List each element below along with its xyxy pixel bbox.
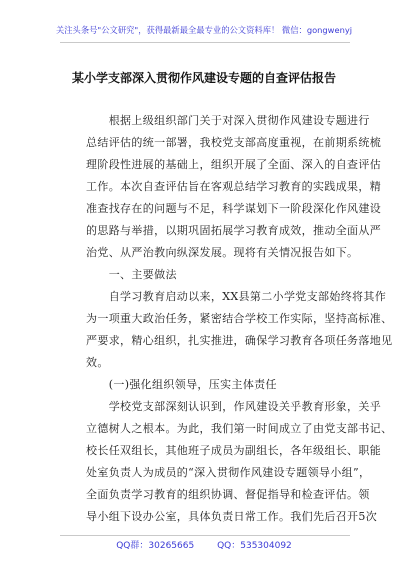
body-line: 为一项重大政治任务，紧密结合学校工作实际，坚持高标准、 — [86, 312, 393, 325]
body-line: 总结评估的统一部署，我校党支部高度重视，在前期系统梳 — [86, 136, 382, 149]
document-title: 某小学支部深入贯彻作风建设专题的自查评估报告 — [71, 71, 336, 85]
footer-divider — [60, 535, 350, 536]
body-line: 理阶段性进展的基础上，组织开展了全面、深入的自查评估 — [86, 158, 382, 171]
subsection-heading: (一)强化组织领导，压实主体责任 — [86, 378, 277, 391]
body-line: 准查找存在的问题与不足，科学谋划下一阶段深化作风建设 — [86, 202, 382, 215]
body-line: 自学习教育启动以来，XX县第二小学党支部始终将其作 — [86, 290, 387, 303]
body-line: 严要求，精心组织，扎实推进，确保学习教育各项任务落地见 — [86, 334, 393, 347]
body-line: 导小组下设办公室，具体负责日常工作。我们先后召开5次 — [86, 510, 378, 523]
body-line: 校长任双组长，其他班子成员为副组长，各年级组长、职能 — [86, 444, 382, 457]
body-line: 效。 — [86, 356, 109, 369]
body-line: 立德树人之根本。为此，我们第一时间成立了由党支部书记、 — [86, 422, 393, 435]
body-line: 全面负责学习教育的组织协调、督促指导和检查评估。领 — [86, 488, 370, 501]
body-line: 的思路与举措，以期巩固拓展学习教育成效，推动全面从严 — [86, 224, 382, 237]
banner-divider — [60, 42, 350, 43]
body-line: 学校党支部深刻认识到，作风建设关乎教育形象，关乎 — [86, 400, 382, 413]
body-line: 处室负责人为成员的“深入贯彻作风建设专题领导小组”， — [86, 466, 371, 479]
promo-banner: 关注头条号"公文研究"，获得最新最全最专业的公文资料库！ 微信：gongwenyj — [55, 25, 353, 35]
body-line: 工作。本次自查评估旨在客观总结学习教育的实践成果，精 — [86, 180, 382, 193]
qq-group-text: QQ群：30265665 — [116, 541, 195, 551]
document-body — [86, 110, 393, 528]
contact-footer — [0, 540, 408, 552]
body-line: 治党、从严治教向纵深发展。现将有关情况报告如下。 — [86, 246, 359, 259]
body-line: 根据上级组织部门关于对深入贯彻作风建设专题进行 — [86, 114, 370, 127]
section-heading: 一、主要做法 — [86, 268, 177, 281]
qq-contact-text: QQ：535304092 — [217, 541, 292, 551]
